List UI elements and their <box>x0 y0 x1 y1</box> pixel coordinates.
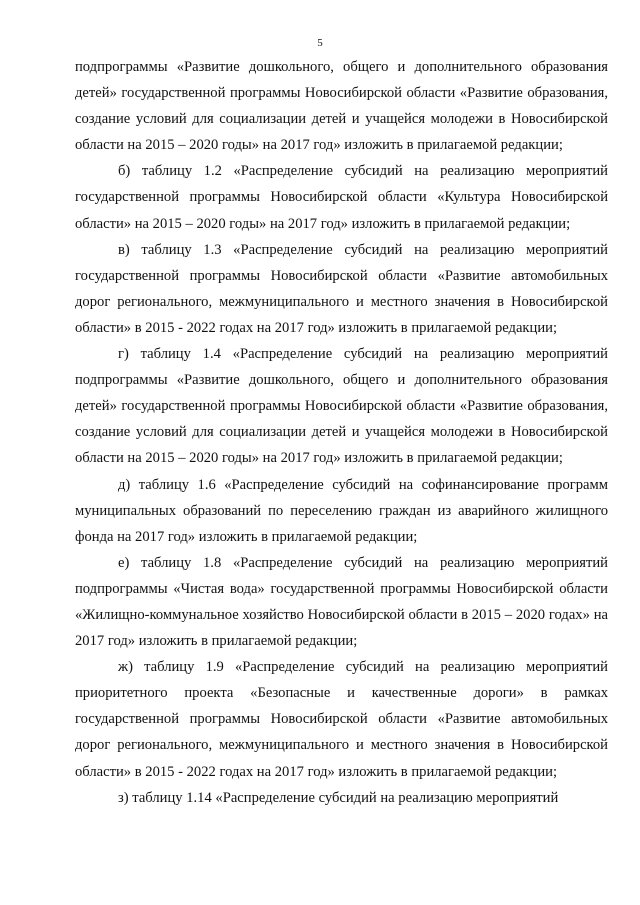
page-number: 5 <box>317 37 323 49</box>
paragraph-item-g: г) таблицу 1.4 «Распределение субсидий на реализацию мероприятий подпрограммы «Развитие дошкольного, общего и дополнительного образования детей» государственной программы Новосибирской области «Развитие образования, создание условий для социализации детей и учащейся молодежи в Новосибирской области на 2015 – 2020 годы» на 2017 год» изложить в прилагаемой редакции; <box>75 346 608 467</box>
document-body <box>75 54 608 811</box>
paragraph-item-v: в) таблицу 1.3 «Распределение субсидий на реализацию мероприятий государственной программы Новосибирской области «Развитие автомобильных дорог регионального, межмуниципального и местного значения в Новосибирской области» в 2015 - 2022 годах на 2017 год» изложить в прилагаемой редакции; <box>75 241 608 336</box>
paragraph-item-zh: ж) таблицу 1.9 «Распределение субсидий на реализацию мероприятий приоритетного проекта «Безопасные и качественные дороги» в рамках государственной программы Новосибирской области «Развитие автомобильных дорог регионального, межмуниципального и местного значения в Новосибирской области» в 2015 - 2022 годах на 2017 год» изложить в прилагаемой редакции; <box>75 659 608 780</box>
paragraph-item-e: е) таблицу 1.8 «Распределение субсидий на реализацию мероприятий подпрограммы «Чистая вода» государственной программы Новосибирской области «Жилищно-коммунальное хозяйство Новосибирской области в 2015 – 2020 годах» на 2017 год» изложить в прилагаемой редакции; <box>75 554 608 650</box>
paragraph-continuation: подпрограммы «Развитие дошкольного, общего и дополнительного образования детей» государственной программы Новосибирской области «Развитие образования, создание условий для социализации детей и учащейся молодежи в Новосибирской области на 2015 – 2020 годы» на 2017 год» изложить в прилагаемой редакции; <box>75 59 608 154</box>
paragraph-item-z: з) таблицу 1.14 «Распределение субсидий на реализацию мероприятий <box>118 789 559 806</box>
paragraph-item-b: б) таблицу 1.2 «Распределение субсидий на реализацию мероприятий государственной программы Новосибирской области «Культура Новосибирской области» на 2015 – 2020 годы» на 2017 год» изложить в прилагаемой редакции; <box>75 163 608 232</box>
paragraph-item-d: д) таблицу 1.6 «Распределение субсидий на софинансирование программ муниципальных образований по переселению граждан из аварийного жилищного фонда на 2017 год» изложить в прилагаемой редакции; <box>75 476 608 545</box>
